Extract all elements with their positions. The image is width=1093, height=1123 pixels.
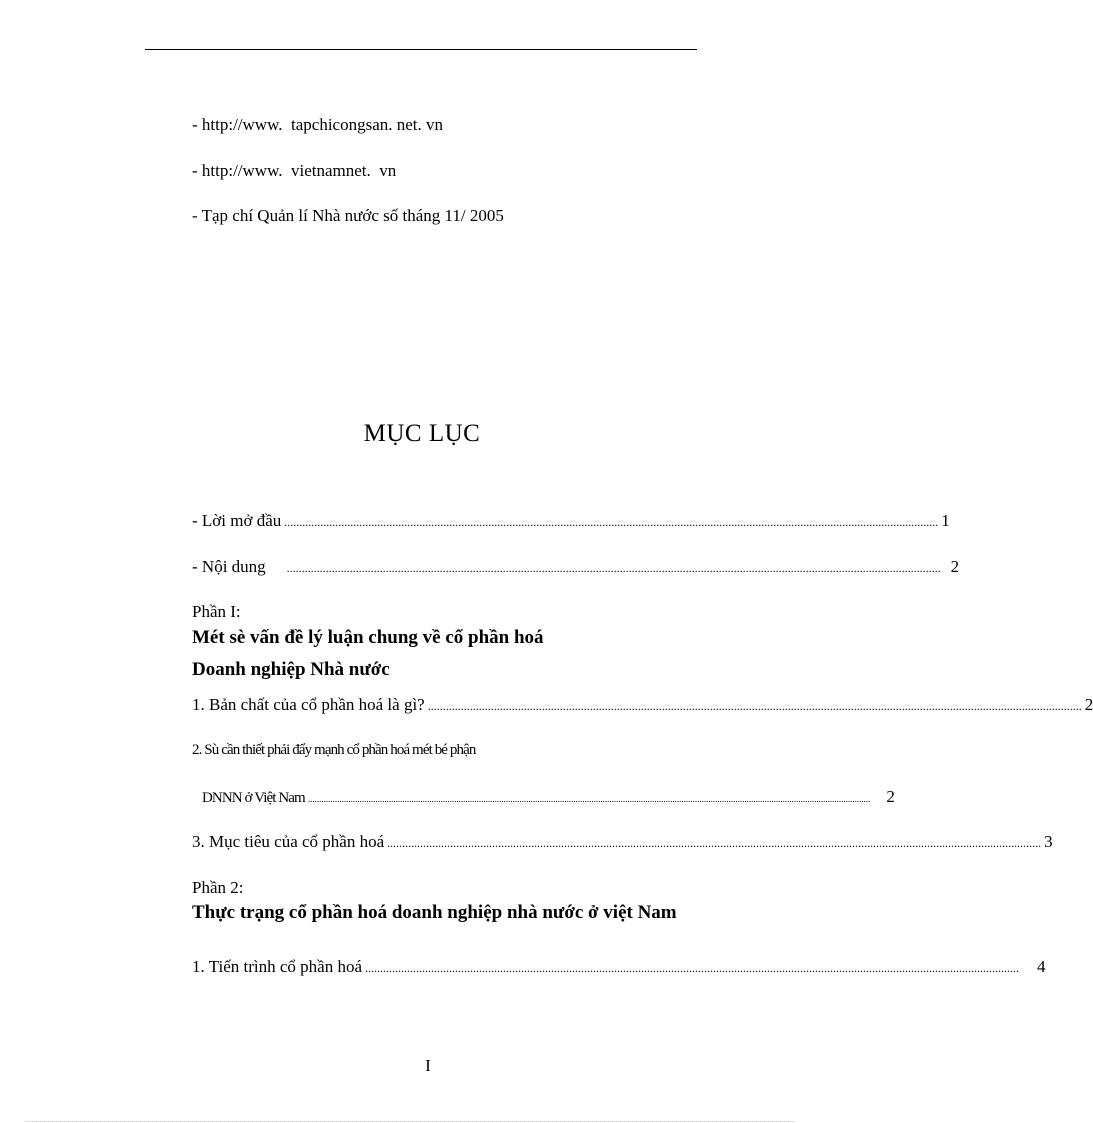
part-1-title-line-2: Doanh nghiệp Nhà nước <box>192 659 390 680</box>
dot-leader: .......................................................................................................................................................................................................................... <box>427 699 1082 713</box>
toc-entry-label: - Lời mở đầu <box>192 511 282 530</box>
toc-entry-label: 2. Sù cần thiết phải đẩy mạnh cổ phần hoá mét bé phận <box>192 742 476 758</box>
part-2-label: Phần 2: <box>192 878 244 897</box>
toc-entry-muc-tieu <box>192 832 1053 852</box>
toc-entry-loi-mo-dau <box>192 511 950 531</box>
page-bottom-border <box>25 1121 795 1122</box>
dot-leader: .......................................................................................................................................................................................................................... <box>286 561 941 575</box>
dot-leader: .......................................................................................................................................................................................................................... <box>365 961 1019 975</box>
reference-1: - http://www. tapchicongsan. net. vn <box>192 115 444 134</box>
toc-entry-page: 2 <box>1084 695 1093 714</box>
page-number: I <box>425 1056 431 1075</box>
toc-entry-label: - Nội dung <box>192 557 266 576</box>
toc-entry-page: 3 <box>1044 832 1053 851</box>
toc-entry-su-can-thiet <box>192 742 475 759</box>
toc-entry-dnnn <box>202 787 895 807</box>
header-rule <box>145 49 697 50</box>
toc-title: MỤC LỤC <box>363 420 481 447</box>
part-1-title-line-1: Mét sè vấn đề lý luận chung về cổ phần hoá <box>192 627 544 648</box>
toc-entry-page: 1 <box>941 511 950 530</box>
dot-leader: .......................................................................................................................................................................................................................................................... <box>307 794 871 804</box>
part-2-title: Thực trạng cổ phần hoá doanh nghiệp nhà nước ở việt Nam <box>192 902 677 923</box>
toc-entry-page: 4 <box>1037 957 1046 976</box>
dot-leader: .......................................................................................................................................................................................................................... <box>387 836 1042 850</box>
toc-entry-label: 1. Tiến trình cổ phần hoá <box>192 957 362 976</box>
toc-entry-label: 3. Mục tiêu của cổ phần hoá <box>192 832 385 851</box>
part-1-label: Phần I: <box>192 602 241 621</box>
toc-entry-tien-trinh <box>192 957 1046 977</box>
toc-entry-page: 2 <box>950 557 960 576</box>
reference-2: - http://www. vietnamnet. vn <box>192 161 397 180</box>
reference-3: - Tạp chí Quản lí Nhà nước số tháng 11/ 2005 <box>192 206 504 225</box>
dot-leader: .......................................................................................................................................................................................................................... <box>284 515 939 529</box>
toc-entry-label: DNNN ở Việt Nam <box>202 790 305 806</box>
toc-entry-page: 2 <box>886 787 895 806</box>
toc-entry-ban-chat <box>192 695 1093 715</box>
toc-entry-noi-dung <box>192 557 960 577</box>
toc-entry-label: 1. Bản chất của cổ phần hoá là gì? <box>192 695 425 714</box>
